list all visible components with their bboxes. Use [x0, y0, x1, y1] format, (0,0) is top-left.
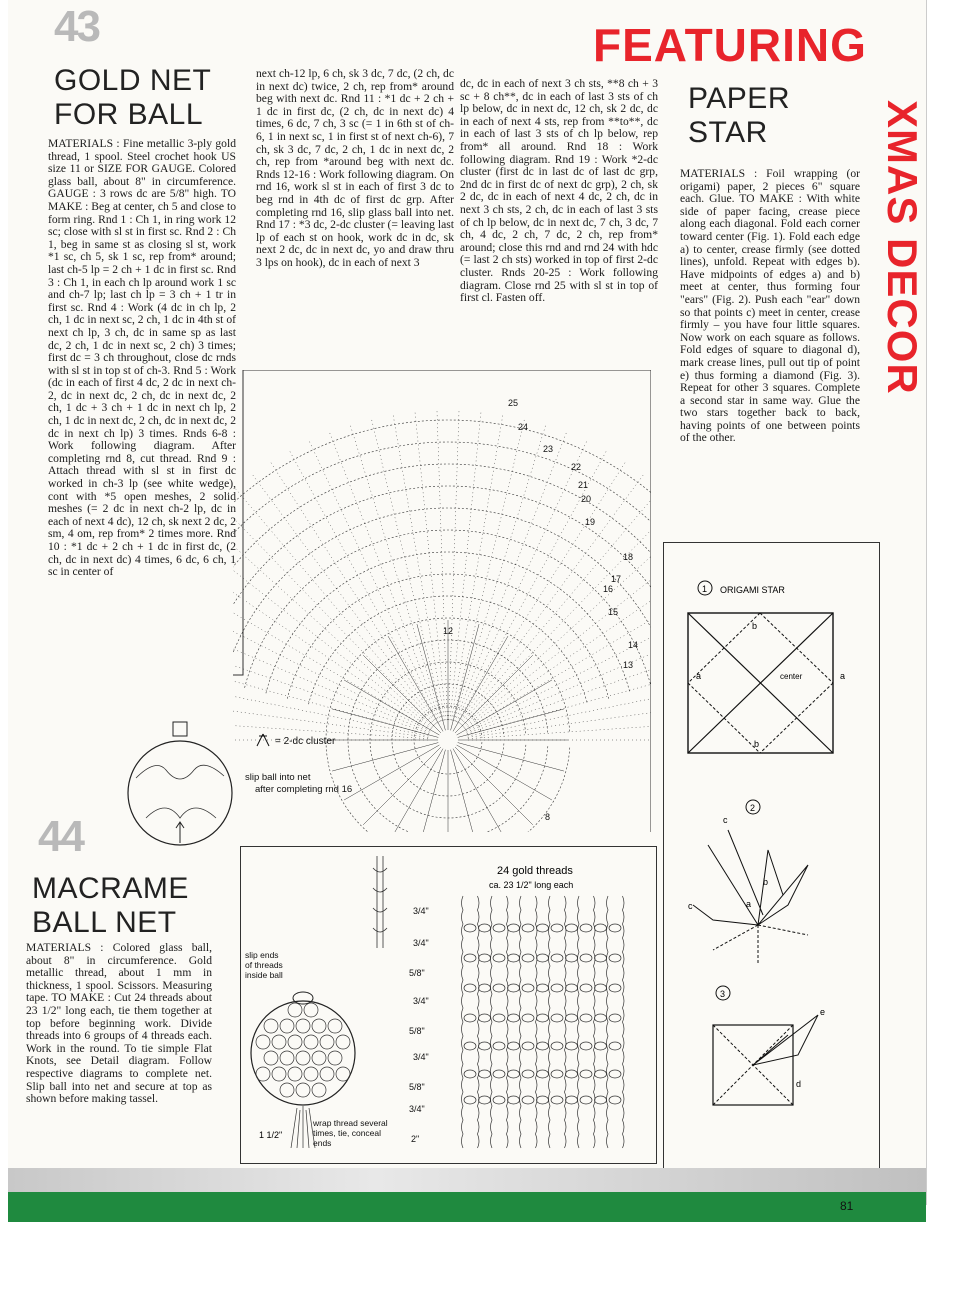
round-labels — [443, 398, 638, 822]
fig1-center: center — [780, 672, 803, 681]
magazine-page — [8, 0, 927, 1213]
knot — [580, 1096, 592, 1104]
knot — [522, 1042, 534, 1050]
crochet-spoke — [455, 432, 566, 721]
crochet-spoke — [453, 419, 525, 721]
knot — [580, 1014, 592, 1022]
knot — [479, 924, 491, 932]
crochet-rings — [233, 420, 651, 832]
knot — [522, 1096, 534, 1104]
fig2-label-a: a — [746, 899, 752, 909]
net-cell — [312, 1019, 326, 1033]
crochet-spoke — [344, 745, 439, 800]
article-43-column-1: MATERIALS : Fine metallic 3-ply gold thread, 1 spool. Steel crochet hook US size 11 or SIZE FOR GAUGE. Colored glass ball, about 8" in circumference. GAUGE : 3 rows dc are 5/8" high. TO MAKE : Beg at center, ch 5 and close to form ring. Rnd 1 : Ch 1, in ring work 12 sc; close with sl st in first sc. Rnd 2 : Ch 1, beg in same st as closing sl st, work *1 sc, ch 5, sk 1 sc, rep from* around; last ch-5 lp = 2 ch + 1 dc in first sc. Rnd 3 : Ch 1, in each ch lp around work 1 sc and ch-7 lp; last ch lp = 3 ch + 1 tr in first sc. Rnd 4 : Work (4 dc in ch lp, 2 ch, 1 dc in next sc, 2 ch, 1 dc in 4th st of next ch lp, 3 ch, dc in same sp as last dc, 2 ch, 1 dc in next sc, 2 ch) 3 times; first dc = 3 ch throughout, close dc rnds with sl st in top st of ch-3. Rnd 5 : Work (dc in each of first 4 dc, 2 dc in next ch-2, dc in next dc, 2 ch, dc in next dc, 2 ch, 1 dc + 3 ch + 1 dc in next ch lp, 2 ch, 1 dc in next dc, 2 ch, dc in next dc, 2 dc in next ch lp) 3 times. Rnds 6-8 : Work following diagram. After completing rnd 8, cut thread. Rnd 9 : Attach thread with sl st in first dc worked in ch-3 lp (see white wedge), cont with *5 open meshes, 2 solid meshes (= 2 dc in next ch-2 lp, dc in each of next 4 dc), 12 ch, sk next 2 dc, 2 sm, 4 om, rep from* 2 times more. Rnd 10 : *1 dc + 2 ch + 1 dc in first dc, (2 ch, dc in next dc) 4 times, 6 dc, 6 ch, 1 sc in center of — [48, 138, 236, 579]
knot — [580, 1042, 592, 1050]
net-cell — [304, 1003, 318, 1017]
round-label: 17 — [611, 574, 622, 584]
net-cell — [312, 1083, 326, 1097]
thread-column — [549, 896, 551, 1148]
measure-labels — [409, 906, 429, 1144]
paper-star-title — [688, 82, 790, 150]
article-44-title — [32, 872, 189, 940]
crochet-spoke — [460, 474, 644, 724]
title-line: MACRAME — [32, 872, 189, 905]
featuring-heading: FEATURING — [593, 19, 867, 71]
macrame-diagram — [241, 848, 654, 1162]
crochet-spoke — [464, 553, 651, 728]
knot — [508, 1070, 520, 1078]
crochet-spoke — [393, 415, 445, 721]
knot — [580, 954, 592, 962]
fig-1-title: ORIGAMI STAR — [720, 585, 785, 595]
crochet-spoke — [453, 636, 508, 731]
round-label: 12 — [443, 626, 454, 636]
crochet-spoke — [468, 718, 651, 739]
knot — [537, 1096, 549, 1104]
fig-2-number: 2 — [750, 803, 756, 813]
ball-net-cells — [256, 1003, 350, 1097]
knot — [595, 954, 607, 962]
knot — [464, 1070, 476, 1078]
round-label: 13 — [623, 660, 634, 670]
knot — [566, 984, 578, 992]
knot — [537, 1042, 549, 1050]
crochet-spoke — [233, 503, 434, 726]
crochet-spoke — [309, 441, 439, 722]
article-43-number: 43 — [54, 2, 99, 51]
fig1-label-a: a — [696, 671, 702, 681]
tassel-length: 1 1/2" — [259, 1130, 283, 1140]
thread-column — [536, 896, 538, 1148]
round-label: 25 — [508, 398, 519, 408]
knot — [566, 1096, 578, 1104]
article-43-title — [54, 64, 211, 132]
net-cell — [280, 1051, 294, 1065]
knot — [551, 924, 563, 932]
knot — [609, 924, 621, 932]
round-label: 15 — [608, 607, 619, 617]
knot — [580, 1070, 592, 1078]
crochet-spoke — [449, 410, 459, 720]
knot — [566, 1014, 578, 1022]
knot — [537, 1070, 549, 1078]
page-number: 81 — [840, 1199, 854, 1213]
crochet-spoke — [451, 415, 503, 721]
knot — [479, 954, 491, 962]
knot — [551, 1096, 563, 1104]
net-cell — [296, 1019, 310, 1033]
crochet-spoke — [233, 572, 431, 730]
crochet-spoke — [464, 535, 651, 727]
thread-column — [578, 896, 580, 1148]
measure-label: 3/4" — [413, 996, 429, 1006]
threads-title: 24 gold threads — [497, 865, 573, 877]
footer-band — [8, 1168, 926, 1192]
net-cell — [280, 1019, 294, 1033]
round-label: 22 — [571, 462, 582, 472]
crochet-spoke — [458, 451, 607, 723]
crochet-spokes — [233, 410, 651, 832]
slip-note: slip ends of threads inside ball — [245, 950, 283, 980]
thread-column — [565, 896, 567, 1148]
knot — [595, 1070, 607, 1078]
net-cell — [256, 1035, 270, 1049]
crochet-spoke — [233, 591, 430, 731]
wrap-note: wrap thread several times, tie, conceal ends — [313, 1118, 388, 1148]
knot — [464, 984, 476, 992]
ball-note: slip ball into net after completing rnd 16 — [245, 772, 353, 795]
crochet-spoke — [233, 632, 429, 734]
knot — [493, 1096, 505, 1104]
title-line: GOLD NET — [54, 64, 212, 97]
knot — [464, 1096, 476, 1104]
net-cell — [264, 1051, 278, 1065]
net-cell — [336, 1067, 350, 1081]
net-cell — [288, 1003, 302, 1017]
knot — [580, 984, 592, 992]
measure-label: 2" — [411, 1134, 420, 1144]
crochet-spoke — [270, 462, 437, 723]
net-cell — [296, 1083, 310, 1097]
thread-column — [478, 896, 480, 1148]
fig3-label-d: d — [796, 1079, 802, 1089]
net-cell — [320, 1035, 334, 1049]
round-label: 20 — [581, 494, 592, 504]
crochet-spoke — [457, 745, 552, 800]
knot — [609, 954, 621, 962]
crochet-spoke — [289, 451, 438, 723]
fig2-label-c: c — [723, 815, 728, 825]
knot — [522, 924, 534, 932]
crochet-spoke — [350, 425, 442, 721]
fig1-label-b: b — [754, 739, 760, 749]
knot — [479, 984, 491, 992]
net-cell — [328, 1051, 342, 1065]
article-43-column-2: next ch-12 lp, 6 ch, sk 3 dc, 7 dc, (2 ch, dc in next dc) twice, 2 ch, rep from* around beg with next dc. Rnd 11 : *1 dc + 2 ch + 1 dc in first dc, (2 ch, dc in next dc) 4 times, 6 dc, 7 ch, 3 sc (= 1 in 6th st of ch-6, 1 in next sc, 1 in first st of next ch-6), 7 ch, sk 3 dc, 7 dc, 2 ch, 1 dc in next dc, 2 ch, rep from *around beg with next dc. Rnds 12-16 : Work following diagram. On rnd 16, work sl st in each of first 3 dc to beg rnd in 4th dc of first dc grp. After completing rnd 16, slip glass ball into net. Rnd 17 : *3 dc, 2-dc cluster (= leaving last lp of each st on hook, work dc in dc, sk next 2 dc, dc in next dc, yo and draw thru 3 lps on hook), dc in each of next 3 — [256, 68, 454, 269]
xmas-decor-text: XMAS DECOR — [879, 100, 926, 395]
crochet-spoke — [451, 624, 479, 730]
fig3-label-e: e — [820, 1007, 826, 1017]
net-cell — [296, 1051, 310, 1065]
net-cell — [264, 1019, 278, 1033]
crochet-spoke — [451, 750, 479, 832]
round-label: 14 — [628, 640, 639, 650]
crochet-spoke — [388, 636, 443, 731]
knot — [493, 1042, 505, 1050]
cluster-legend: = 2-dc cluster — [275, 736, 336, 747]
crochet-spoke — [233, 535, 432, 727]
round-label: 21 — [578, 480, 589, 490]
knot — [609, 1096, 621, 1104]
knot — [595, 984, 607, 992]
title-line: STAR — [688, 116, 768, 149]
knot — [493, 1014, 505, 1022]
knot — [479, 1042, 491, 1050]
net-cell — [304, 1067, 318, 1081]
thread-column — [594, 896, 596, 1148]
fig-1-number: 1 — [702, 584, 708, 594]
knot — [551, 1042, 563, 1050]
knot — [479, 1096, 491, 1104]
net-cell — [320, 1067, 334, 1081]
knot — [508, 1042, 520, 1050]
crochet-spoke — [468, 696, 651, 737]
knot — [464, 1042, 476, 1050]
thread-column — [520, 896, 522, 1148]
origami-figures — [668, 575, 873, 1115]
knot — [464, 954, 476, 962]
crochet-spoke — [235, 488, 435, 725]
knot — [508, 1096, 520, 1104]
knot — [595, 1096, 607, 1104]
crochet-spoke — [455, 655, 533, 733]
measure-label: 5/8" — [409, 1082, 425, 1092]
net-cell — [312, 1051, 326, 1065]
paper-star-instructions: MATERIALS : Foil wrapping (or origami) paper, 2 pieces 6" square each. Glue. TO MAKE : With white side of paper facing, crease piece along each diagonal. Fold each corner toward center (Fig. 1). Fold each edge a) to center, crease firmly (see dotted lines), unfold. Repeat with edges b). Have midpoints of edges a) and b) meet at center, thus forming four "ears" (Fig. 2). Push each "ear" down so that points c) meet in center, crease firmly – you have four little squares. Now work on each square as follows. Fold edges of square to diagonal d), mark crease lines, pull out tip of point e) thus forming a diamond (Fig. 3). Repeat for other 3 squares. Complete a second star in same way. Glue the two stars together back to back, having points of one between points of the other. — [680, 168, 860, 445]
knot — [609, 984, 621, 992]
net-cell — [280, 1083, 294, 1097]
thread-column — [623, 896, 625, 1148]
net-cell — [288, 1067, 302, 1081]
knot — [595, 924, 607, 932]
crochet-spoke — [329, 432, 440, 721]
thread-column — [491, 896, 493, 1148]
crochet-spoke — [461, 488, 651, 725]
net-cell — [272, 1067, 286, 1081]
crochet-spoke — [437, 410, 447, 720]
title-line: FOR BALL — [54, 98, 204, 131]
fig2-label-c: c — [688, 901, 693, 911]
thread-column — [507, 896, 509, 1148]
crochet-spoke — [363, 747, 441, 825]
crochet-ring — [233, 508, 651, 682]
crochet-spoke — [233, 696, 428, 737]
knot — [609, 1070, 621, 1078]
round-label: 16 — [603, 584, 614, 594]
knot — [479, 1014, 491, 1022]
crochet-spoke — [465, 572, 651, 730]
measure-label: 5/8" — [409, 1026, 425, 1036]
crochet-spoke — [252, 474, 436, 724]
article-44-instructions: MATERIALS : Colored glass ball, about 8" in circumference. Gold metallic thread, about 1 mm in thickness, 1 spool. Scissors. Measuring tape. TO MAKE : Cut 24 threads about 23 1/2" long each, tie them together at top before beginning work. Divide threads into 6 groups of 4 threads each. Work in the round. To tie simple Flat Knots, see Detail diagram. Follow respective diagrams to complete net. Slip ball into net and secure at top as shown before making tassel. — [26, 942, 212, 1106]
round-label: 23 — [543, 444, 554, 454]
fig1-label-b: b — [752, 621, 758, 631]
net-cell — [288, 1035, 302, 1049]
crochet-ring — [233, 486, 651, 677]
knot — [464, 924, 476, 932]
knot — [551, 1014, 563, 1022]
thread-column — [607, 896, 609, 1148]
knot — [522, 1014, 534, 1022]
article-44-number: 44 — [38, 812, 83, 861]
knot — [522, 1070, 534, 1078]
crochet-spoke — [459, 462, 626, 723]
crochet-spoke — [233, 611, 430, 732]
knot — [551, 984, 563, 992]
knot — [595, 1042, 607, 1050]
net-cell — [256, 1067, 270, 1081]
crochet-spoke — [363, 655, 441, 733]
knot — [508, 924, 520, 932]
crochet-spoke — [467, 632, 651, 734]
knot — [508, 954, 520, 962]
knot — [493, 954, 505, 962]
measure-label: 5/8" — [409, 968, 425, 978]
round-label: 19 — [585, 517, 596, 527]
measure-label: 3/4" — [413, 1052, 429, 1062]
crochet-spoke — [457, 680, 552, 735]
crochet-spoke — [463, 519, 651, 727]
knot — [479, 1070, 491, 1078]
knot — [493, 984, 505, 992]
knot — [566, 1070, 578, 1078]
thread-columns — [462, 896, 625, 1148]
knot — [580, 924, 592, 932]
measure-label: 3/4" — [409, 1104, 425, 1114]
round-label: 18 — [623, 552, 634, 562]
net-cell — [336, 1035, 350, 1049]
crochet-spoke — [455, 747, 533, 825]
knot — [609, 1014, 621, 1022]
net-cell — [272, 1035, 286, 1049]
crochet-ring — [233, 420, 651, 660]
round-label: 24 — [518, 422, 529, 432]
glass-ball-sketch — [126, 718, 236, 858]
knot — [464, 1014, 476, 1022]
knot — [537, 954, 549, 962]
crochet-ring — [233, 442, 651, 666]
knot — [508, 984, 520, 992]
title-line: BALL NET — [32, 906, 177, 939]
knot — [537, 984, 549, 992]
fig2-label-b: b — [763, 877, 769, 887]
net-cell — [328, 1019, 342, 1033]
knot — [493, 1070, 505, 1078]
fig1-label-a: a — [840, 671, 846, 681]
knot — [522, 984, 534, 992]
knot — [566, 954, 578, 962]
round-label: 8 — [545, 812, 551, 822]
thread-column — [462, 896, 464, 1148]
knot — [595, 1014, 607, 1022]
knot — [508, 1014, 520, 1022]
net-cell — [304, 1035, 318, 1049]
crochet-spoke — [344, 680, 439, 735]
xmas-decor-vertical-heading — [876, 100, 936, 430]
knot — [537, 924, 549, 932]
title-line: PAPER — [688, 82, 790, 115]
knot — [551, 1070, 563, 1078]
knot — [566, 1042, 578, 1050]
knot — [566, 924, 578, 932]
measure-label: 3/4" — [413, 906, 429, 916]
knot — [551, 954, 563, 962]
article-43-column-3: dc, dc in each of next 3 ch sts, **8 ch + 3 sc + 8 ch**, dc in each of last 3 sts of ch lp below, dc in next dc, 12 ch, sk 2 dc, dc in each of next 4 sts, rep from **to**, dc in each of last 3 sts of ch lp below, rep from* all around. Rnd 18 : Work following diagram. Rnd 19 : Work *2-dc cluster (first dc in last dc of last dc grp, 2nd dc in first dc of next dc grp), 2 ch, sk 2 dc, dc in each of next 4 dc, 2 ch, dc in next 3 ch sts, 2 ch, dc in each of last 3 sts of ch lp below, dc in next dc, 7 ch, 3 dc, 7 ch, 4 dc, 2 ch, 7 dc, 2 ch, rep from* around; close this rnd and rnd 24 with hdc (= last 2 ch sts) worked in top of first 2-dc cluster. Rnds 20-25 : Work following diagram. Close rnd 25 with sl st in top of first cl. Fasten off. — [460, 78, 658, 305]
green-footer-bar — [8, 1192, 926, 1222]
fig-3-number: 3 — [720, 989, 726, 999]
knot — [609, 1042, 621, 1050]
crochet-spoke — [233, 653, 429, 735]
crochet-diagram — [233, 370, 651, 832]
crochet-spoke — [417, 750, 445, 832]
measure-label: 3/4" — [413, 938, 429, 948]
knot — [537, 1014, 549, 1022]
knot — [522, 954, 534, 962]
crochet-spoke — [454, 425, 546, 721]
knot — [493, 924, 505, 932]
threads-subtitle: ca. 23 1/2" long each — [489, 880, 574, 890]
